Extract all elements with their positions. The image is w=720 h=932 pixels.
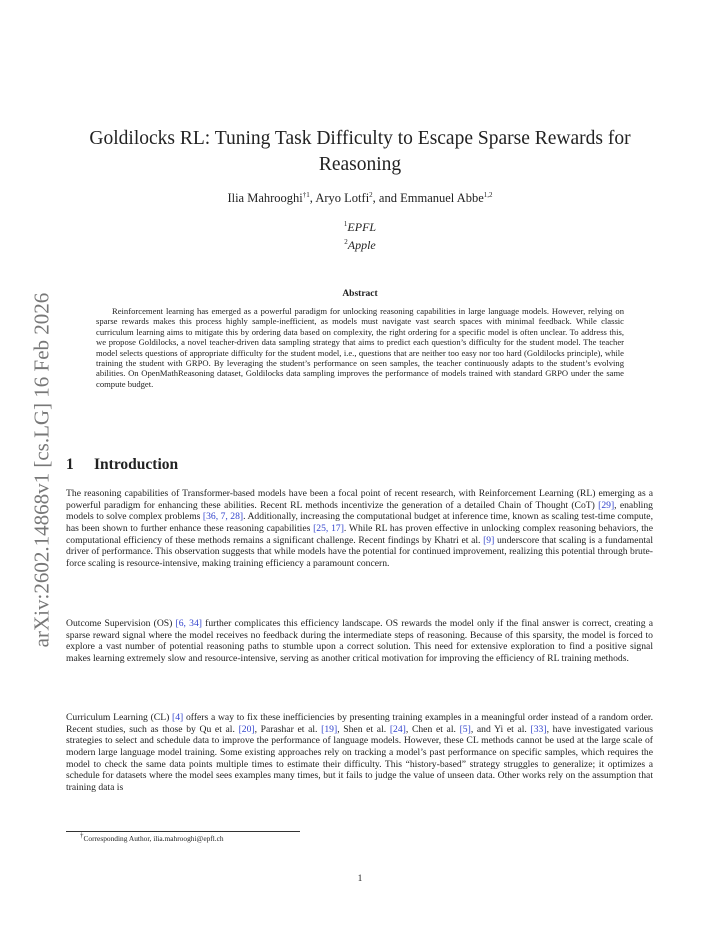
footnote: †Corresponding Author, ilia.mahrooghi@epfl.ch <box>80 831 224 843</box>
citation-link[interactable]: [24] <box>389 723 406 735</box>
paragraph-text: . While RL has proven effective in unlocking complex reasoning behaviors, the computational efficiency of these methods remains a significant challenge. Recent findings by Khatri et al. <box>66 522 653 546</box>
paragraph-1 <box>66 488 653 570</box>
citation-link[interactable]: [33] <box>530 723 547 735</box>
affiliation-1: $^1$EPFL <box>343 220 377 234</box>
citation-link[interactable]: [36, 7, 28] <box>202 511 244 523</box>
paragraph-text: . Additionally, increasing the computational budget at inference time, known as scaling test-time compute, has been shown to further enhance these reasoning capabilities <box>66 511 653 534</box>
paragraph-text: , Chen et al. <box>405 723 460 735</box>
paragraph-text: , enabling models to solve complex problems <box>66 499 653 523</box>
citation-link[interactable]: [20] <box>238 723 255 735</box>
affiliation-2: $^2$Apple <box>344 238 376 252</box>
author-2: Aryo Lotfi <box>315 191 370 205</box>
paragraph-3 <box>66 712 653 794</box>
paper-title: Goldilocks RL: Tuning Task Difficulty to Escape Sparse Rewards for Reasoning <box>89 128 631 175</box>
paragraph-text: further complicates this efficiency landscape. OS rewards the model only if the final answer is correct, creating a sparse reward signal where the model receives no feedback during the intermediate steps of reasoning. Because of this sparsity, the model is forced to explore a vast number of potential reasoning paths to stumble upon a correct solution. This need for extensive exploration to find a positive signal makes learning extremely slow and resource-intensive, serving as another critical motivation for improving the efficiency of RL training methods. <box>66 618 653 664</box>
author-1-mark: †1 <box>302 190 310 199</box>
paragraph-text: , Parashar et al. <box>254 723 322 735</box>
abstract-heading: Abstract <box>342 289 378 299</box>
citation-link[interactable]: [5] <box>459 723 471 735</box>
paragraph-text: The reasoning capabilities of Transformer-based models have been a focal point of recent research, with Reinforcement Learning (RL) emerging as a powerful paradigm for enhancing these abilities. Recent RL methods incentivize the generation of a detailed Chain of Thought (CoT) <box>66 488 653 511</box>
paragraph-text: , have investigated various strategies to select and schedule data to improve the performance of language models. However, these CL methods cannot be used at the large scale of modern large language model training. Some existing approaches rely on tracking a model’s past performance on specific samples, which requires the model to check the same data points multiple times to estimate their difficulty. This “history-based” strategy struggles to generalize; it optimizes a schedule for datasets where the model sees examples many times, but it fails to judge the value of unseen data. Other works rely on the assumption that training data is <box>66 723 653 793</box>
author-1: Ilia Mahrooghi <box>227 191 303 205</box>
paragraph-2 <box>66 618 653 665</box>
citation-link[interactable]: [6, 34] <box>175 618 202 629</box>
footnote-rule <box>66 831 300 832</box>
citation-link[interactable]: [4] <box>172 712 184 723</box>
author-3: Emmanuel Abbe <box>400 191 484 205</box>
paragraph-text: Curriculum Learning (CL) <box>66 712 173 723</box>
citation-link[interactable]: [19] <box>321 723 338 735</box>
paragraph-text: , Shen et al. <box>337 723 390 735</box>
author-2-mark: 2 <box>369 190 373 199</box>
arxiv-stamp: arXiv:2602.14868v1 [cs.LG] 16 Feb 2026 <box>29 292 54 648</box>
paragraph-text: offers a way to fix these inefficiencies by presenting training examples in a meaningful order instead of a random order. Recent studies, such as those by Qu et al. <box>66 712 653 735</box>
citation-link[interactable]: [25, 17] <box>313 522 344 534</box>
author-3-mark: 1,2 <box>483 190 493 199</box>
author-list: Ilia Mahrooghi$^{\dagger 1}$, Aryo Lotfi$^2$, and Emmanuel Abbe$^{1,2}$ <box>227 190 493 205</box>
page-number: 1 <box>357 874 363 884</box>
abstract-text: Reinforcement learning has emerged as a powerful paradigm for unlocking reasoning capabilities in large language models. However, relying on sparse rewards makes this process highly sample-inefficient, as models must navigate vast search spaces with minimal feedback. While classic curriculum learning aims to mitigate this by ordering data based on complexity, the right ordering for a specific model is often unclear. To address this, we propose Goldilocks, a novel teacher-driven data sampling strategy that aims to predict each question’s difficulty for the student model. The teacher model selects questions of appropriate difficulty for the student model, i.e., questions that are neither too easy nor too hard (Goldilocks principle), while training the student with GRPO. By leveraging the student’s performance on seen samples, the teacher continuously adapts to the student’s evolving abilities. On OpenMathReasoning dataset, Goldilocks data sampling improves the performance of models trained with standard GRPO under the same compute budget. <box>96 306 624 389</box>
citation-link[interactable]: [9] <box>483 534 495 546</box>
paragraph-text: Outcome Supervision (OS) <box>66 618 176 629</box>
paragraph-text: , and Yi et al. <box>470 723 531 735</box>
citation-link[interactable]: [29] <box>598 499 615 511</box>
section-heading: 1 Introduction <box>66 456 179 473</box>
paragraph-text: underscore that scaling is a fundamental driver of performance. This observation suggests that while models have the potential for continued improvement, realizing this potential through brute-force scaling is resource-intensive, making training efficiency a paramount concern. <box>66 534 653 569</box>
